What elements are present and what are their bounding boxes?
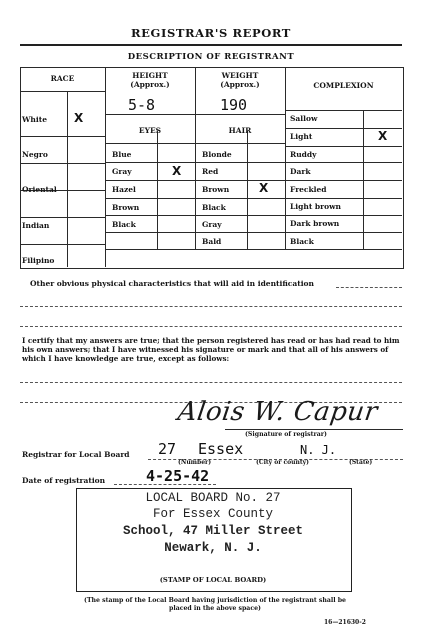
height-value: 5-8 bbox=[128, 96, 156, 114]
stamp-footnote: (The stamp of the Local Board having jurisdiction of the registrant shall be placed in the above space) bbox=[84, 597, 346, 612]
complexion-option: Ruddy bbox=[290, 150, 317, 159]
form-subtitle: DESCRIPTION OF REGISTRANT bbox=[127, 52, 295, 62]
form-number: 16—21630-2 bbox=[324, 619, 366, 626]
eyes-option: Brown bbox=[112, 203, 140, 212]
eyes-header: EYES bbox=[138, 126, 162, 135]
state-caption: (State) bbox=[349, 459, 373, 466]
complexion-option: Freckled bbox=[290, 185, 327, 194]
complexion-option: Sallow bbox=[290, 114, 318, 123]
complexion-option: Dark bbox=[290, 167, 311, 176]
height-header: HEIGHT bbox=[132, 71, 168, 80]
title-rule bbox=[20, 44, 402, 46]
hair-option: Red bbox=[202, 167, 219, 176]
date-value: 4-25-42 bbox=[146, 467, 210, 485]
weight-value: 190 bbox=[220, 96, 248, 114]
weight-sub: (Approx.) bbox=[220, 80, 260, 89]
signature-caption: (Signature of registrar) bbox=[245, 431, 327, 438]
hair-option: Bald bbox=[202, 237, 222, 246]
other-characteristics-label: Other obvious physical characteristics that will aid in identification bbox=[30, 279, 314, 288]
race-option: White bbox=[22, 115, 47, 124]
height-sub: (Approx.) bbox=[130, 80, 170, 89]
date-label: Date of registration bbox=[22, 476, 106, 485]
hair-header: HAIR bbox=[228, 126, 252, 135]
race-white-mark: X bbox=[74, 111, 84, 125]
registrar-signature: Alois W. Capur bbox=[175, 397, 380, 427]
form-title: REGISTRAR'S REPORT bbox=[131, 26, 291, 40]
eyes-gray-mark: X bbox=[172, 164, 182, 178]
hair-option: Gray bbox=[202, 220, 222, 229]
eyes-option: Gray bbox=[112, 167, 132, 176]
race-option: Negro bbox=[22, 150, 48, 159]
weight-header: WEIGHT bbox=[221, 71, 259, 80]
complexion-option: Black bbox=[290, 237, 314, 246]
complexion-option: Light brown bbox=[290, 202, 342, 211]
stamp-line: For Essex County bbox=[152, 507, 274, 521]
hair-option: Brown bbox=[202, 185, 230, 194]
stamp-line: LOCAL BOARD No. 27 bbox=[145, 491, 281, 505]
eyes-option: Black bbox=[112, 220, 136, 229]
board-city: Essex bbox=[198, 440, 244, 458]
city-caption: (City or county) bbox=[256, 459, 309, 466]
board-state: N. J. bbox=[300, 443, 337, 457]
certification-text: I certify that my answers are true; that the person registered has read or has had read to him his own answers; that I have witnessed his signature or mark and that all of his answers of which I have knowledge are true, except as follows: bbox=[22, 336, 400, 363]
hair-option: Black bbox=[202, 203, 226, 212]
eyes-option: Blue bbox=[112, 150, 132, 159]
race-option: Indian bbox=[22, 221, 50, 230]
race-option: Oriental bbox=[22, 185, 57, 194]
stamp-line: Newark, N. J. bbox=[164, 541, 262, 555]
complexion-header: COMPLEXION bbox=[313, 81, 374, 90]
hair-option: Blonde bbox=[202, 150, 232, 159]
registrar-board-label: Registrar for Local Board bbox=[22, 450, 130, 459]
number-caption: (Number) bbox=[178, 459, 212, 466]
race-option: Filipino bbox=[22, 256, 55, 265]
eyes-option: Hazel bbox=[112, 185, 136, 194]
race-header: RACE bbox=[50, 74, 75, 83]
stamp-caption: (STAMP OF LOCAL BOARD) bbox=[159, 576, 267, 584]
stamp-line: School, 47 Miller Street bbox=[122, 524, 304, 538]
hair-brown-mark: X bbox=[259, 181, 269, 195]
complexion-option: Light bbox=[290, 132, 313, 141]
board-number: 27 bbox=[158, 440, 177, 458]
complexion-option: Dark brown bbox=[290, 219, 340, 228]
complexion-light-mark: X bbox=[378, 129, 388, 143]
